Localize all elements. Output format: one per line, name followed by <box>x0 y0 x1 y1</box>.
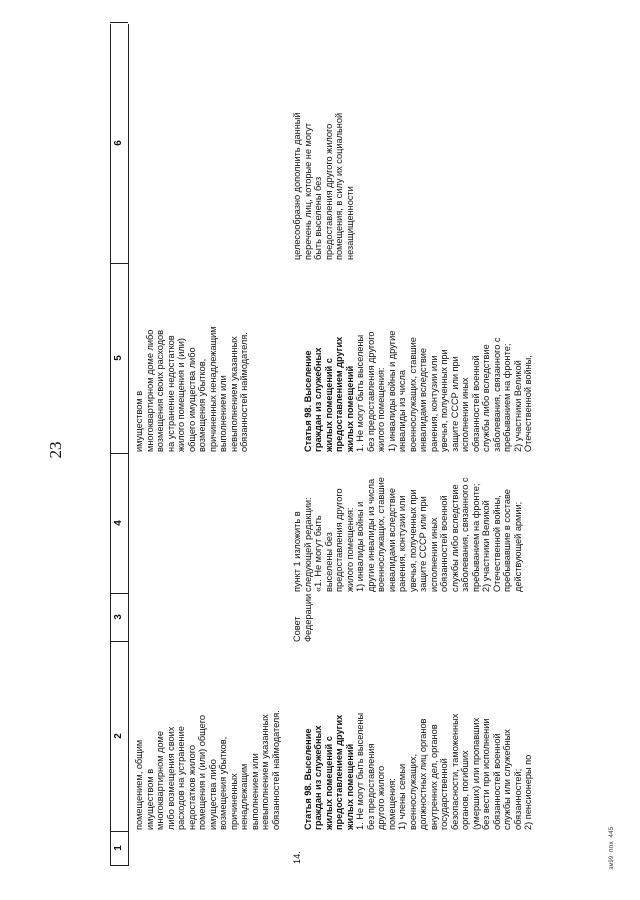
table-header-row <box>110 24 129 866</box>
row14-col2-title: Статья 98. Выселение граждан из служебных жилых помещений с предоставлением других жилых помещений <box>302 714 355 830</box>
header-col-2: 2 <box>110 641 128 832</box>
row-number: 14. <box>292 851 302 864</box>
print-footnote: зм99 ппх 445 <box>608 826 615 870</box>
row14-col2 <box>292 644 544 830</box>
prev-row-col2-text: помещением, общим имуществом в многоквартирном доме либо возмещения своих расходов на устранение недостатков жилого помещения и (или) общего имущества либо возмещения убытков, причиненных ненадлежащим выполнением или невыполнением указанных обязанностей наймодателя. <box>134 710 281 830</box>
header-col-1: 1 <box>110 831 128 866</box>
header-col-3: 3 <box>110 593 128 642</box>
page-number: 23 <box>46 441 65 459</box>
row14-col5 <box>292 264 544 452</box>
row14-col3: Совет Федерации <box>292 593 313 642</box>
row14-col2-body: 1. Не могут быть выселены без предоставления другого жилого помещения: 1) члены семьи военнослужащих, должностных лиц органов внутренних дел, органов государственной безопасности, таможенных органов, погибших (умерших) или пропавших без вести при исполнении обязанностей военной службы или служебных обязанностей; 2) пенсионеры по <box>355 712 533 830</box>
row14-col6: целесообразно дополнить данный перечень лиц, которые не могут быть выселены без предоставления другого жилого помещения, в силу их социальной незащищенности <box>292 112 355 260</box>
row14-col4: пункт 1 изложить в следующей редакции: «1. Не могут быть выселены без предоставления другого жилого помещения: 1) инвалиды войны и другие инвалиды из числа военнослужащих, ставшие инвалидами вследствие ранения, контузии или увечья, полученных при защите СССР или при исполнении иных обязанностей военной службы либо вследствие заболевания, связанного с пребыванием на фронте; 2) участники Великой Отечественной войны, пребывавшие в составе действующей армии; <box>292 477 523 592</box>
row14-col5-body: 1. Не могут быть выселены без предоставления другого жилого помещения: 1) инвалиды войны и другие инвалиды из числа военнослужащих, ставшие инвалидами вследствие ранения, контузии или увечья, полученных при защите СССР или при исполнении иных обязанностей военной службы либо вследствие заболевания, связанного с пребыванием на фронте; 2) участники Великой Отечественной войны, <box>355 330 533 452</box>
header-col-6: 6 <box>110 22 128 264</box>
prev-row-col5-text: имуществом в многоквартирном доме либо возмещения своих расходов на устранение недостатков жилого помещения и (или) общего имущества либо возмещения убытков, причиненных ненадлежащим выполнением или невыполнением указанных обязанностей наймодателя. <box>134 326 249 452</box>
header-col-4: 4 <box>110 453 128 594</box>
row14-col5-title: Статья 98. Выселение граждан из служебных жилых помещений с предоставлением других жилых помещений <box>302 336 355 452</box>
header-col-5: 5 <box>110 263 128 454</box>
